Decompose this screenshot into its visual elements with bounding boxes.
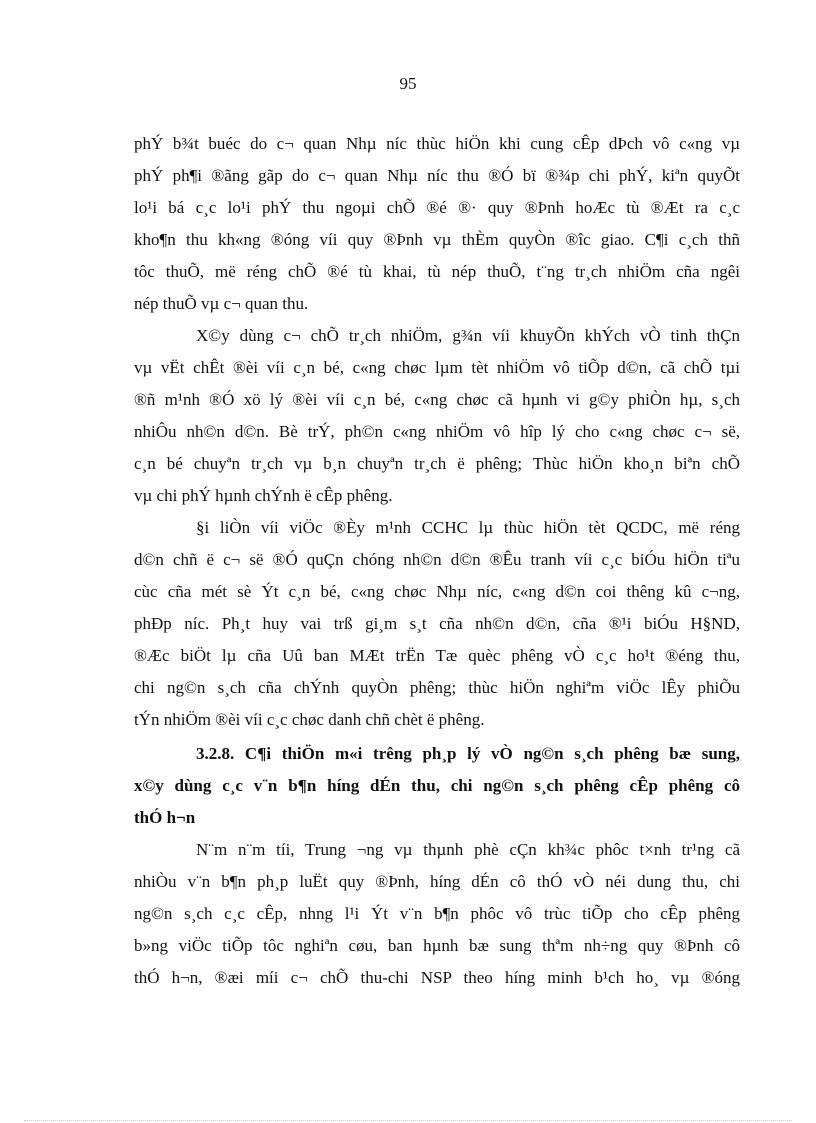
paragraph-3 — [134, 512, 740, 736]
text-line: lo¹i bá c¸c lo¹i phÝ thu ngoµi chÕ ®é ®· quy ®Þnh hoÆc tù ®Æt ra c¸c — [134, 198, 740, 217]
text-line: d©n chñ ë c¬ së ®Ó quÇn chóng nh©n d©n ®Êu tranh víi c¸c biÓu hiÖn tiªu — [134, 550, 740, 569]
heading-line: thÓ h¬n — [134, 808, 196, 827]
paragraph-4 — [134, 834, 740, 994]
text-line: ®ñ m¹nh ®Ó xö lý ®èi víi c¸n bé, c«ng chøc cã hµnh vi g©y phiÒn hµ, s¸ch — [134, 390, 740, 409]
text-line: nhiÔu nh©n d©n. Bè trÝ, ph©n c«ng nhiÖm vô hîp lý cho c«ng chøc c¬ së, — [134, 422, 740, 441]
text-line: vµ vËt chÊt ®èi víi c¸n bé, c«ng chøc lµm tèt nhiÖm vô tiÕp d©n, cã chÕ tµi — [134, 358, 740, 377]
text-line: tôc thuÕ, më réng chÕ ®é tù khai, tù nép thuÕ, t¨ng tr¸ch nhiÖm cña ngêi — [134, 262, 740, 281]
heading-line: x©y dùng c¸c v¨n b¶n híng dÉn thu, chi ng©n s¸ch phêng cÊp phêng cô — [134, 776, 740, 795]
text-line: nép thuÕ vµ c¬ quan thu. — [134, 294, 309, 313]
document-body — [134, 128, 740, 994]
paragraph-2 — [134, 320, 740, 512]
text-line: phÐp níc. Ph¸t huy vai trß gi¸m s¸t cña nh©n d©n, cña ®¹i biÓu H§ND, — [134, 614, 740, 633]
text-line: kho¶n thu kh«ng ®óng víi quy ®Þnh vµ thÈm quyÒn ®îc giao. C¶i c¸ch thñ — [134, 230, 740, 249]
text-line: N¨m n¨m tíi, Trung ¬ng vµ thµnh phè cÇn kh¾c phôc t×nh tr¹ng cã — [196, 840, 740, 859]
text-line: b»ng viÖc tiÕp tôc nghiªn cøu, ban hµnh bæ sung thªm nh÷ng quy ®Þnh cô — [134, 936, 740, 955]
text-line: phÝ ph¶i ®ãng gãp do c¬ quan Nhµ níc thu ®Ó bï ®¾p chi phÝ, kiªn quyÕt — [134, 166, 740, 185]
page-bottom-rule — [24, 1120, 792, 1121]
page-number: 95 — [399, 74, 417, 93]
text-line: ®Æc biÖt lµ cña Uû ban MÆt trËn Tæ quèc phêng vÒ c¸c ho¹t ®éng thu, — [134, 646, 740, 665]
text-line: tÝn nhiÖm ®èi víi c¸c chøc danh chñ chèt ë phêng. — [134, 710, 485, 729]
text-line: cùc cña mét sè Ýt c¸n bé, c«ng chøc Nhµ níc, c«ng d©n coi thêng kû c¬ng, — [134, 582, 740, 601]
text-line: phÝ b¾t buéc do c¬ quan Nhµ níc thùc hiÖn khi cung cÊp dÞch vô c«ng vµ — [134, 134, 740, 153]
text-line: vµ chi phÝ hµnh chÝnh ë cÊp phêng. — [134, 486, 393, 505]
text-line: ng©n s¸ch c¸c cÊp, nhng l¹i Ýt v¨n b¶n phôc vô trùc tiÕp cho cÊp phêng — [134, 904, 740, 923]
text-line: c¸n bé chuyªn tr¸ch vµ b¸n chuyªn tr¸ch ë phêng; Thùc hiÖn kho¸n biªn chÕ — [134, 454, 740, 473]
text-line: nhiÒu v¨n b¶n ph¸p luËt quy ®Þnh, híng dÉn cô thÓ vÒ néi dung thu, chi — [134, 872, 740, 891]
section-heading — [134, 738, 740, 834]
heading-line: 3.2.8. C¶i thiÖn m«i trêng ph¸p lý vÒ ng©n s¸ch phêng bæ sung, — [196, 744, 740, 763]
text-line: X©y dùng c¬ chÕ tr¸ch nhiÖm, g¾n víi khuyÕn khÝch vÒ tinh thÇn — [196, 326, 740, 345]
paragraph-1 — [134, 128, 740, 320]
text-line: chi ng©n s¸ch cña chÝnh quyÒn phêng; thùc hiÖn nghiªm viÖc lÊy phiÕu — [134, 678, 740, 697]
text-line: §i liÒn víi viÖc ®Èy m¹nh CCHC lµ thùc hiÖn tèt QCDC, më réng — [196, 518, 740, 537]
text-line: thÓ h¬n, ®æi míi c¬ chÕ thu-chi NSP theo híng minh b¹ch ho¸ vµ ®óng — [134, 968, 740, 987]
